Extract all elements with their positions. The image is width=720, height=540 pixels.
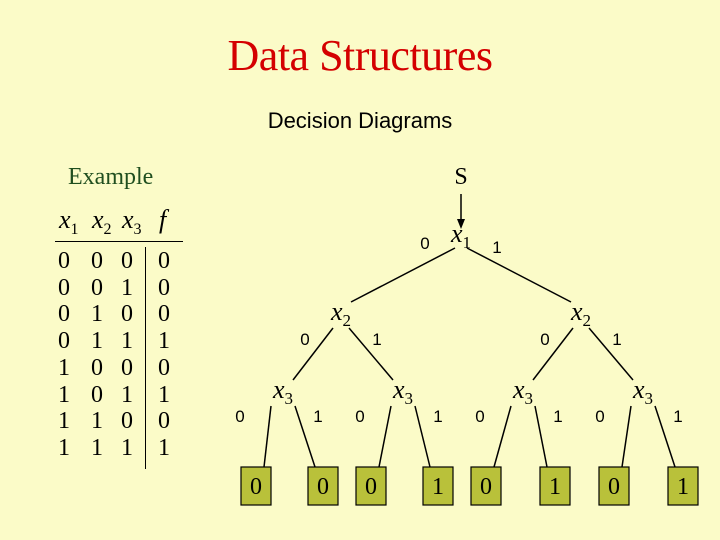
edge-label-0: 0 [420,234,430,253]
edge-label-0: 0 [300,330,310,349]
truth-table-cell: 1 [158,381,170,408]
edge-label-0: 0 [235,407,245,426]
tree-edge [533,328,573,380]
node-x2-label: $x_2$ [570,297,592,330]
truth-table-cell: 0 [121,354,133,381]
truth-table-cell: 0 [121,408,133,435]
truth-table-cell: 0 [158,301,170,328]
truth-table-cell: 0 [158,408,170,435]
terminal-node-value: 1 [677,474,689,500]
tree-edge [295,406,315,467]
truth-table-cell: 0 [58,301,70,328]
example-label: Example [68,164,154,190]
node-x3-label: $x_3$ [392,375,414,408]
node-x2-label: $x_2$ [330,297,352,330]
truth-table-cell: 1 [91,434,103,461]
truth-table-cell: 1 [91,408,103,435]
tree-edge [379,406,391,467]
node-x1-label: $x_1$ [450,219,472,252]
edge-label-1: 1 [612,330,622,349]
tree-edge [655,406,675,467]
slide-title: Data Structures [227,31,493,80]
terminal-node-value: 0 [365,474,377,500]
tree-edge [293,328,333,380]
truth-table-cell: 1 [91,328,103,355]
edge-label-1: 1 [673,407,683,426]
truth-table-header: $x_1$ [59,205,79,239]
truth-table-cell: 0 [158,354,170,381]
root-label: S [454,164,468,190]
terminal-node-value: 0 [250,474,262,500]
truth-table-cell: 1 [158,434,170,461]
node-x3-label: $x_3$ [632,375,654,408]
tree-edge [467,248,571,302]
truth-table-header: $x_3$ [122,205,142,239]
terminal-node-value: 1 [549,474,561,500]
tree-edge [349,328,393,380]
node-x3-label: $x_3$ [272,375,294,408]
tree-edge [415,406,430,467]
truth-table-cell: 0 [121,301,133,328]
truth-table-cell: 1 [121,328,133,355]
truth-table-cell: 1 [158,328,170,355]
truth-table-cell: 0 [58,248,70,274]
tree-edge [622,406,631,467]
edge-label-1: 1 [433,407,443,426]
terminal-node-value: 0 [317,474,329,500]
tree-edge [589,328,633,380]
truth-table-cell: 1 [121,274,133,301]
truth-table-cell: 0 [91,354,103,381]
tree-edge [351,248,455,302]
truth-table-cell: 1 [58,381,70,408]
node-x3-label: $x_3$ [512,375,534,408]
truth-table-cell: 0 [91,248,103,274]
tree-edge [494,406,511,467]
truth-table-cell: 1 [121,434,133,461]
edge-label-0: 0 [595,407,605,426]
truth-table-cell: 0 [58,328,70,355]
truth-table-header: $x_2$ [92,205,112,239]
edge-label-1: 1 [492,238,502,257]
terminal-node-value: 0 [480,474,492,500]
truth-table-cell: 0 [91,274,103,301]
tree-edge [264,406,271,467]
truth-table-cell: 0 [158,274,170,301]
truth-table-cell: 0 [158,248,170,274]
truth-table-header: f [159,205,167,234]
edge-label-1: 1 [313,407,323,426]
truth-table-cell: 0 [121,248,133,274]
truth-table-cell: 1 [121,381,133,408]
truth-table-cell: 1 [58,408,70,435]
terminal-node-value: 1 [432,474,444,500]
truth-table-cell: 0 [58,274,70,301]
slide-subtitle: Decision Diagrams [267,108,453,133]
edge-label-0: 0 [540,330,550,349]
truth-table-cell: 0 [91,381,103,408]
truth-table-cell: 1 [91,301,103,328]
edge-label-0: 0 [355,407,365,426]
truth-table-cell: 1 [58,354,70,381]
edge-label-0: 0 [475,407,485,426]
edge-label-1: 1 [553,407,563,426]
terminal-node-value: 0 [608,474,620,500]
truth-table-cell: 1 [58,434,70,461]
edge-label-1: 1 [372,330,382,349]
tree-edge [535,406,547,467]
